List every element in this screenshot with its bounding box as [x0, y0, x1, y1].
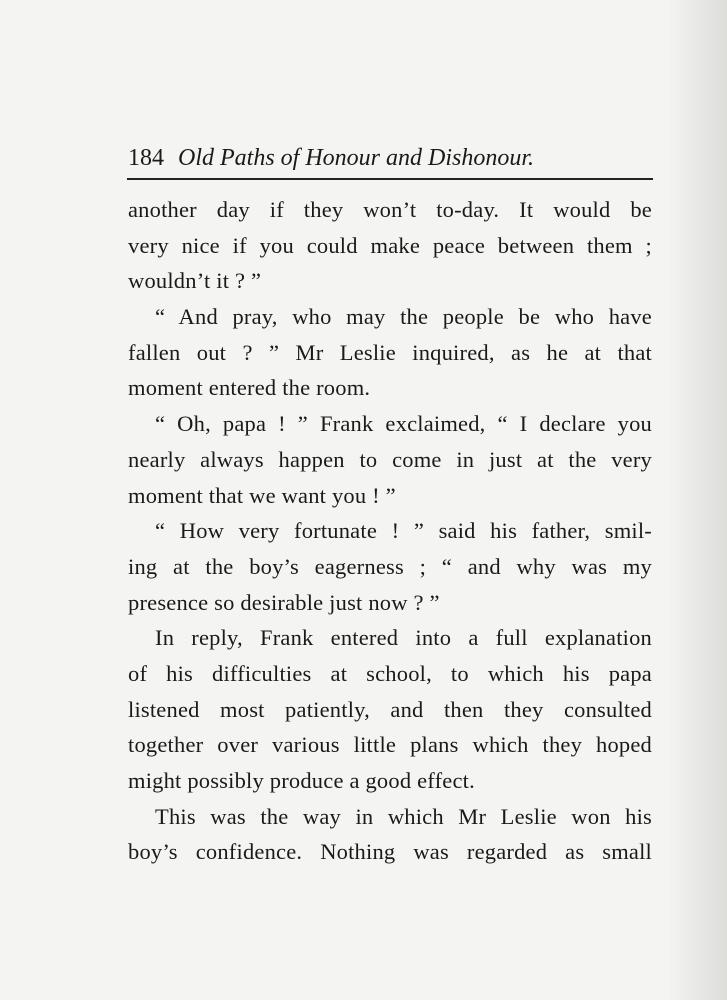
text-line: This was the way in which Mr Leslie won his: [155, 803, 652, 829]
text-line: “ How very fortunate ! ” said his father, smil-: [155, 518, 652, 544]
body-text: [128, 192, 652, 870]
text-line: wouldn’t it ? ”: [128, 268, 262, 294]
text-line: nearly always happen to come in just at the very: [128, 446, 652, 472]
text-line: boy’s confidence. Nothing was regarded as small: [128, 839, 652, 865]
text-line: of his difficulties at school, to which his papa: [128, 660, 652, 686]
text-line: fallen out ? ” Mr Leslie inquired, as he at that: [128, 339, 652, 365]
page-number: 184: [128, 145, 164, 171]
text-line: In reply, Frank entered into a full explanation: [155, 625, 652, 651]
running-head: [128, 143, 654, 173]
text-line: might possibly produce a good effect.: [128, 768, 475, 793]
text-line: listened most patiently, and then they consulted: [128, 696, 652, 722]
text-line: moment entered the room.: [128, 375, 371, 401]
text-line: another day if they won’t to-day. It would be: [128, 197, 652, 222]
text-line: very nice if you could make peace between them ;: [128, 232, 652, 258]
text-line: presence so desirable just now ? ”: [128, 589, 440, 615]
header-rule: [127, 178, 653, 180]
text-line: “ And pray, who may the people be who have: [155, 304, 652, 330]
page-edge-shadow: [667, 0, 727, 1000]
text-line: ing at the boy’s eagerness ; “ and why was my: [128, 553, 652, 579]
text-line: moment that we want you ! ”: [128, 482, 396, 508]
running-title: Old Paths of Honour and Dishonour.: [178, 145, 535, 171]
text-line: together over various little plans which they hoped: [128, 732, 652, 758]
text-line: “ Oh, papa ! ” Frank exclaimed, “ I declare you: [155, 411, 652, 437]
